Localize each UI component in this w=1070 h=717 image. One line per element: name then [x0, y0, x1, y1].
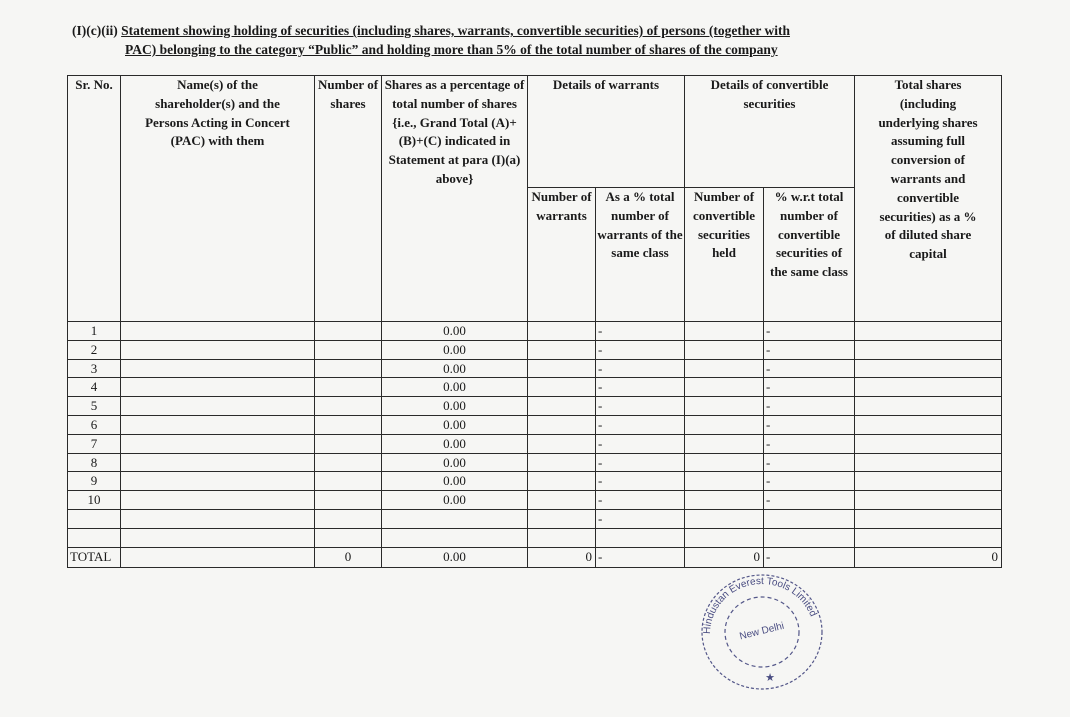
table-row [68, 322, 1002, 341]
pct-cell: 0.00 [382, 434, 528, 453]
document-heading [72, 21, 902, 59]
col-header-name: Name(s) of the shareholder(s) and the Persons Acting in Concert (PAC) with them [121, 76, 315, 322]
table-row [68, 434, 1002, 453]
convertible-pct-cell: - [764, 415, 855, 434]
sr-no-cell: 1 [68, 322, 121, 341]
convertible-pct-cell: - [764, 322, 855, 341]
convertible-pct-cell: - [764, 472, 855, 491]
total-label: TOTAL [68, 547, 121, 567]
table-row [68, 491, 1002, 510]
total-shares-diluted: 0 [855, 547, 1002, 567]
table-row [68, 378, 1002, 397]
convertible-pct-cell: - [764, 340, 855, 359]
table-row [68, 415, 1002, 434]
col-header-number-of-warrants: Number of warrants [528, 188, 596, 322]
warrants-pct-cell: - [596, 378, 685, 397]
pct-cell: 0.00 [382, 359, 528, 378]
convertible-pct-cell: - [764, 378, 855, 397]
sr-no-cell: 6 [68, 415, 121, 434]
table-row [68, 397, 1002, 416]
total-convertible-pct: - [764, 547, 855, 567]
sr-no-cell: 8 [68, 453, 121, 472]
convertible-pct-cell: - [764, 434, 855, 453]
col-header-total-shares: Total shares (including underlying shares assuming full conversion of warrants and convertible securities) as a % of diluted share capital [855, 76, 1002, 322]
total-convertible-held: 0 [685, 547, 764, 567]
pct-cell: 0.00 [382, 340, 528, 359]
warrants-pct-cell: - [596, 491, 685, 510]
convertible-pct-cell: - [764, 397, 855, 416]
warrants-pct-cell: - [596, 397, 685, 416]
total-warrants: 0 [528, 547, 596, 567]
convertible-pct-cell: - [764, 359, 855, 378]
seal-inner-text: New Delhi [738, 620, 786, 643]
pct-cell: 0.00 [382, 491, 528, 510]
pct-cell: 0.00 [382, 322, 528, 341]
heading-line-2: PAC) belonging to the category “Public” and holding more than 5% of the total number of shares of the company [125, 42, 778, 57]
warrants-pct-cell: - [596, 415, 685, 434]
table-row-spacer [68, 528, 1002, 547]
table-row [68, 453, 1002, 472]
pct-cell: 0.00 [382, 397, 528, 416]
seal-outer-text: Hindustan Everest Tools Limited [701, 575, 819, 635]
col-header-number-of-shares: Number of shares [315, 76, 382, 322]
total-row [68, 547, 1002, 567]
sr-no-cell: 4 [68, 378, 121, 397]
sr-no-cell: 2 [68, 340, 121, 359]
warrants-pct-cell: - [596, 472, 685, 491]
total-pct: 0.00 [382, 547, 528, 567]
table-row [68, 472, 1002, 491]
sr-no-cell: 5 [68, 397, 121, 416]
col-header-warrants-pct: As a % total number of warrants of the same class [596, 188, 685, 322]
col-header-convertible-group: Details of convertible securities [685, 76, 855, 188]
convertible-pct-cell: - [764, 491, 855, 510]
sr-no-cell: 9 [68, 472, 121, 491]
warrants-pct-cell: - [596, 359, 685, 378]
total-number-of-shares: 0 [315, 547, 382, 567]
warrants-pct-cell: - [596, 322, 685, 341]
col-header-sr-no: Sr. No. [68, 76, 121, 322]
col-header-convertible-pct: % w.r.t total number of convertible securities of the same class [764, 188, 855, 322]
company-seal-stamp [692, 572, 832, 692]
total-warrants-pct: - [596, 547, 685, 567]
col-header-shares-percentage: Shares as a percentage of total number of shares {i.e., Grand Total (A)+(B)+(C) indicated in Statement at para (I)(a) above} [382, 76, 528, 322]
heading-prefix: (I)(c)(ii) [72, 23, 118, 38]
seal-star-icon: ★ [765, 672, 775, 684]
warrants-pct-cell: - [596, 434, 685, 453]
warrants-pct-cell: - [596, 453, 685, 472]
table-row [68, 340, 1002, 359]
col-header-warrants-group: Details of warrants [528, 76, 685, 188]
pct-cell: 0.00 [382, 415, 528, 434]
sr-no-cell: 3 [68, 359, 121, 378]
warrants-pct-cell: - [596, 509, 685, 528]
convertible-pct-cell: - [764, 453, 855, 472]
pct-cell: 0.00 [382, 453, 528, 472]
holdings-table [67, 75, 1002, 568]
warrants-pct-cell: - [596, 340, 685, 359]
heading-line-1: Statement showing holding of securities (including shares, warrants, convertible securities) of persons (together with [121, 23, 790, 38]
pct-cell: 0.00 [382, 472, 528, 491]
table-row-blank [68, 509, 1002, 528]
sr-no-cell: 10 [68, 491, 121, 510]
pct-cell: 0.00 [382, 378, 528, 397]
sr-no-cell: 7 [68, 434, 121, 453]
table-row [68, 359, 1002, 378]
col-header-convertible-held: Number of convertible securities held [685, 188, 764, 322]
